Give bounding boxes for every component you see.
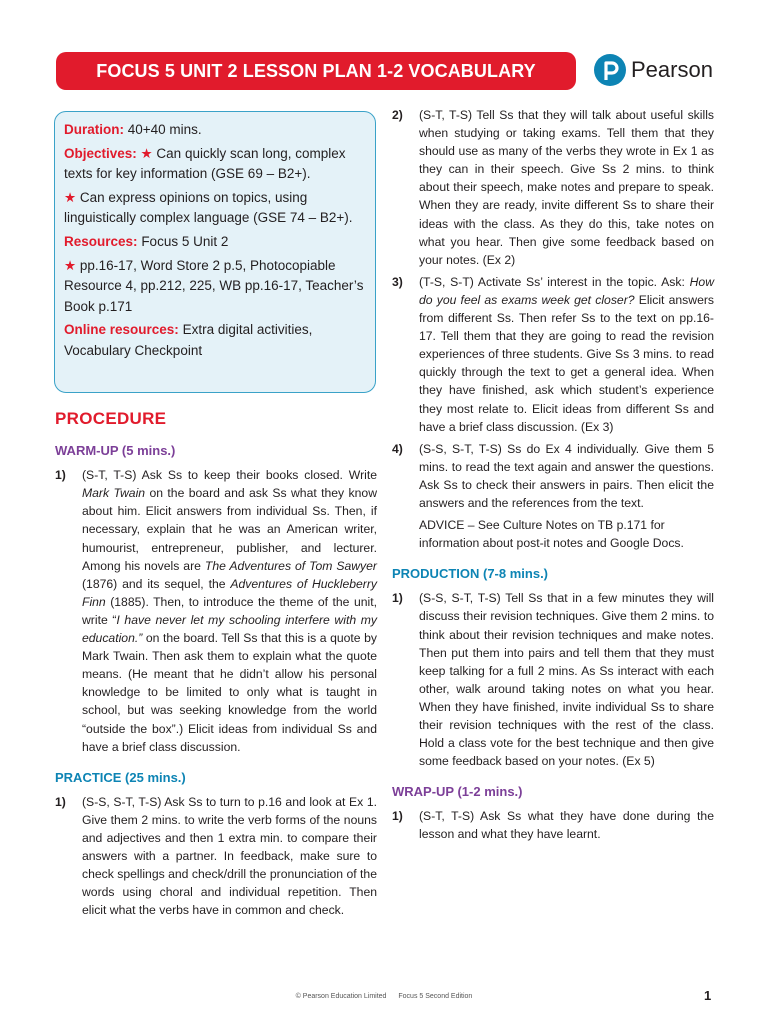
pearson-p-icon bbox=[594, 54, 626, 86]
warmup-heading: WARM-UP (5 mins.) bbox=[55, 443, 176, 459]
production-heading: PRODUCTION (7-8 mins.) bbox=[392, 566, 549, 582]
wrapup-step-1 bbox=[392, 807, 714, 843]
left-column bbox=[55, 410, 377, 923]
edition: Focus 5 Second Edition bbox=[398, 993, 473, 1000]
duration-value: 40+40 mins. bbox=[127, 122, 202, 137]
resources-value: Focus 5 Unit 2 bbox=[141, 233, 229, 249]
practice-step-3 bbox=[392, 273, 714, 436]
step-text: (S-S, S-T, T-S) Ss do Ex 4 individually. Give them 5 mins. to read the text again and answer the questions. Ask Ss to check their answers in pairs. Then elicit the answers and the references from the text. bbox=[419, 441, 714, 510]
step-text: (S-T, T-S) Ask Ss to keep their books closed. Write Mark Twain on the board and ask Ss what they know about him. Elicit answers from individual Ss. Then, if necessary, explain that he was an American writer, humourist, entrepreneur, publisher, and lecturer. Among his novels are The Adventures of Tom Sawyer (1876) and its sequel, the Adventures of Huckleberry Finn (1885). Then, to introduce the theme of the unit, write “I have never let my schooling interfere with my education.” on the board. Tell Ss that this is a quote by Mark Twain. Then ask them to explain what the quote means. (He meant that he didn’t allow his personal knowledge to be limited to only what is taught in school, but was seeking knowledge from the world “outside the box”.) Elicit ideas from individual Ss and have a brief class discussion. bbox=[82, 468, 377, 754]
wrapup-heading: WRAP-UP (1-2 mins.) bbox=[392, 784, 523, 800]
step-text: (S-S, S-T, T-S) Ask Ss to turn to p.16 and look at Ex 1. Give them 2 mins. to write the verb forms of the nouns and adjectives and then 1 extra min. to compare their answers with a partner. In feedback, make sure to check spellings and check/drill the pronunciation of the words using choral and individual repetition. Then elicit what the verbs have in common and check. bbox=[82, 794, 377, 918]
star-icon: ★ bbox=[140, 145, 153, 161]
resources-label: Resources: bbox=[64, 233, 138, 249]
step-text: (S-T, T-S) Ask Ss what they have done during the lesson and what they have learnt. bbox=[419, 809, 714, 842]
objectives-label: Objectives: bbox=[64, 145, 137, 161]
resources-extra-line bbox=[64, 256, 367, 318]
objective-1-line bbox=[64, 144, 367, 185]
step-number: 1) bbox=[392, 809, 403, 824]
objective-1: Can quickly scan long, complex texts for key information (GSE 69 – B2+). bbox=[64, 145, 346, 182]
star-icon: ★ bbox=[64, 257, 77, 273]
online-resources-line bbox=[64, 320, 367, 361]
step-number: 1) bbox=[55, 794, 66, 809]
online-resources-value: Extra digital activities, Vocabulary Checkpoint bbox=[64, 322, 313, 358]
step-number: 1) bbox=[392, 591, 403, 606]
footer bbox=[0, 993, 768, 1000]
step-number: 4) bbox=[392, 441, 403, 456]
advice-note: ADVICE – See Culture Notes on TB p.171 for information about post-it notes and Google Docs. bbox=[419, 518, 684, 551]
step-number: 2) bbox=[392, 108, 403, 122]
resources-extra: pp.16-17, Word Store 2 p.5, Photocopiable Resource 4, pp.212, 225, WB pp.16-17, Teacher’s Book p.171 bbox=[64, 257, 364, 314]
practice-step-1 bbox=[55, 793, 377, 920]
practice-step-2 bbox=[392, 106, 714, 269]
lesson-info-box bbox=[54, 111, 376, 393]
practice-step-4 bbox=[392, 440, 714, 512]
pearson-logo bbox=[594, 52, 724, 88]
pearson-wordmark: Pearson bbox=[631, 57, 713, 82]
duration-label: Duration: bbox=[64, 122, 124, 137]
step-number: 1) bbox=[55, 468, 66, 483]
online-resources-label: Online resources: bbox=[64, 322, 179, 338]
practice-heading: PRACTICE (25 mins.) bbox=[55, 769, 186, 785]
lesson-title: FOCUS 5 UNIT 2 LESSON PLAN 1-2 VOCABULARY bbox=[96, 61, 536, 81]
star-icon: ★ bbox=[64, 189, 77, 205]
lesson-title-banner bbox=[56, 52, 576, 90]
duration-line bbox=[64, 120, 367, 141]
warmup-step-1 bbox=[55, 466, 377, 756]
step-text: (T-S, S-T) Activate Ss’ interest in the topic. Ask: How do you feel as exams week get closer? Elicit answers from different Ss. Then refer Ss to the text on pp.16-17. Tell them that they are going to read the revision experiences of three students. Give Ss 3 mins. to read quickly through the text to get a general idea. When they have finished, ask which student’s experience they most relate to. Elicit ideas from different Ss and have a brief class discussion. (Ex 3) bbox=[419, 274, 714, 434]
copyright: © Pearson Education Limited bbox=[295, 993, 387, 1000]
production-step-1 bbox=[392, 589, 714, 770]
step-text: (S-T, T-S) Tell Ss that they will talk about useful skills when studying or taking exams. Tell them that they should use as many of the verbs they wrote in Ex 1 as they can in their speech. Give Ss 2 mins. to think about their speech, make notes and prepare to speak. When they are ready, invite different Ss to share their ideas with the class. As they do this, take notes on what you hear. Then give some feedback based on your notes. (Ex 2) bbox=[419, 108, 714, 267]
step-number: 3) bbox=[392, 274, 403, 289]
objective-2: Can express opinions on topics, using linguistically complex language (GSE 74 – B2+). bbox=[64, 189, 353, 226]
resources-line bbox=[64, 232, 367, 253]
page-number: 1 bbox=[704, 988, 712, 1003]
objective-2-line bbox=[64, 188, 367, 229]
procedure-heading: PROCEDURE bbox=[55, 409, 167, 428]
right-column bbox=[392, 106, 714, 848]
step-text: (S-S, S-T, T-S) Tell Ss that in a few minutes they will discuss their revision techniques. Give them 2 mins. to think about their revision techniques and make notes. Then put them into pairs and tell them that they must keep talking for a full 2 mins. As Ss interact with each other, walk around taking notes on what you hear. When they have finished, invite individual Ss to share their revision techniques with the rest of the class. Hold a class vote for the best technique and then give some feedback based on your notes. (Ex 5) bbox=[419, 591, 714, 769]
